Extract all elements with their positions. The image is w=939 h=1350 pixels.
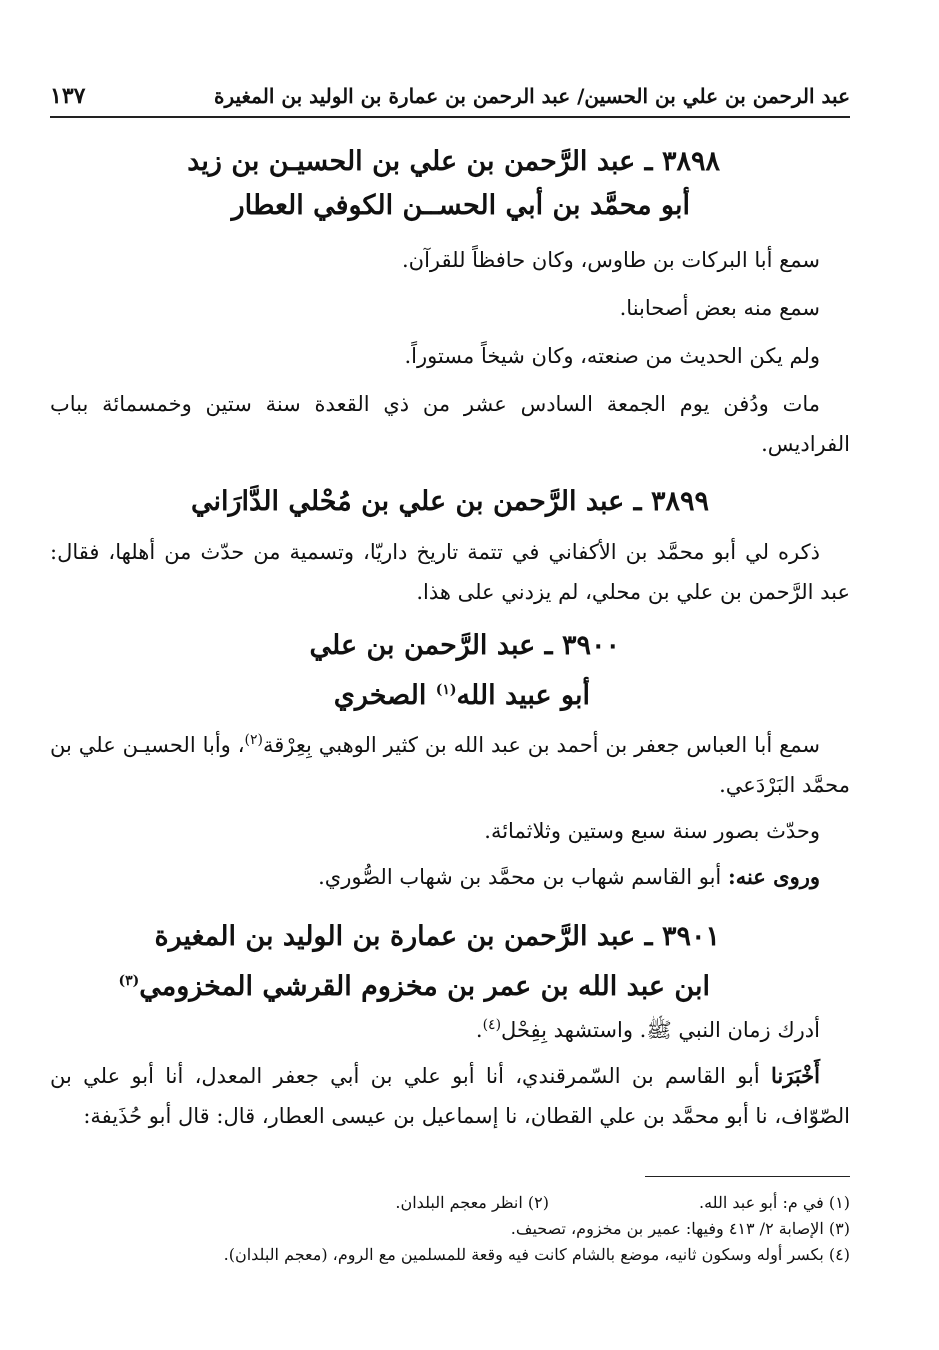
entry-3901 xyxy=(50,915,850,1009)
entry-3899 xyxy=(50,480,850,524)
subtitle-text: الصخري xyxy=(333,680,436,711)
footnote-1: (١) في م: أبو عبد الله. xyxy=(698,1193,850,1212)
paragraph-text: ، وأبا الحسيـن علي بن محمَّد البَرْدَعي. xyxy=(50,733,850,797)
footnote-row xyxy=(50,1190,850,1216)
paragraph: ذكره لي أبو محمَّد بن الأكفاني في تتمة تاريخ داريّا، وتسمية من حدّث من أهلها، فقال: عبد الرَّحمن بن علي بن محلي، لم يزدني على هذا. xyxy=(50,540,850,604)
entry-3900-body xyxy=(50,720,850,897)
entry-title: ٣٩٠١ ـ عبد الرَّحمن بن عمارة بن الوليد بن المغيرة xyxy=(154,921,720,952)
entry-subtitle xyxy=(50,959,710,1009)
paragraph: مات ودُفن يوم الجمعة السادس عشر من ذي القعدة سنة ستين وخمسمائة بباب الفراديس. xyxy=(50,392,850,456)
footnote-ref: (٤) xyxy=(482,1017,502,1033)
entry-title: ٣٨٩٨ ـ عبد الرَّحمن بن علي بن الحسيـن بن زيد xyxy=(187,146,720,177)
paragraph: وحدّث بصور سنة سبع وستين وثلاثمائة. xyxy=(484,819,820,843)
footnote-4: (٤) بكسر أوله وسكون ثانيه، موضع بالشام كانت فيه وقعة للمسلمين مع الروم، (معجم البلدان). xyxy=(223,1245,850,1264)
paragraph-text: سمع أبا العباس جعفر بن أحمد بن عبد الله بن كثير الوهبي بِعِرْقة xyxy=(262,733,820,757)
paragraph-text: أبو القاسم شهاب بن محمَّد بن شهاب الصُّوري. xyxy=(318,865,728,889)
entry-subtitle: أبو محمَّد بن أبي الحســن الكوفي العطار xyxy=(231,190,690,221)
narration-lead: وروى عنه: xyxy=(727,864,820,889)
footnote-ref: (٣) xyxy=(118,973,140,989)
entry-subtitle xyxy=(50,668,590,718)
entry-title: ٣٨٩٩ ـ عبد الرَّحمن بن علي بن مُحْلي الدَّارَاني xyxy=(190,486,710,517)
paragraph: سمع منه بعض أصحابنا. xyxy=(619,296,820,320)
entry-title: ٣٩٠٠ ـ عبد الرَّحمن بن علي xyxy=(309,630,620,661)
footnote-3: (٣) الإصابة ٢/ ٤١٣ وفيها: عمير بن مخزوم، تصحيف. xyxy=(510,1219,850,1238)
paragraph-text: أبو القاسم بن السّمرقندي، أنا أبو علي بن أبي جعفر المعدل، أنا أبو علي بن الصّوّاف، نا أبو محمَّد بن علي القطان، نا إسماعيل بن عيسى العطار، قال: قال أبو حُذَيفة: xyxy=(50,1064,850,1128)
paragraph-text: أدرك زمان النبي ﷺ. واستشهد بِفِحْل xyxy=(501,1018,820,1042)
footnote-ref: (١) xyxy=(435,682,457,698)
paragraph-text: . xyxy=(475,1018,483,1042)
narration-lead: أَخْبَرَنا xyxy=(771,1063,820,1088)
footnote-divider xyxy=(645,1176,850,1177)
entry-3900 xyxy=(50,624,850,718)
paragraph xyxy=(50,1056,850,1136)
footnote-2: (٢) انظر معجم البلدان. xyxy=(395,1193,549,1212)
entry-3901-body xyxy=(50,1005,850,1136)
entry-3898 xyxy=(50,140,850,228)
paragraph xyxy=(50,1005,820,1050)
paragraph: سمع أبا البركات بن طاوس، وكان حافظاً للقرآن. xyxy=(401,248,820,272)
subtitle-text: ابن عبد الله بن عمر بن مخزوم القرشي المخزومي xyxy=(139,971,710,1002)
entry-3898-body xyxy=(50,240,850,464)
paragraph xyxy=(50,720,850,805)
footnote-ref: (٢) xyxy=(244,732,263,748)
footnotes xyxy=(50,1190,850,1268)
running-header xyxy=(50,76,850,118)
subtitle-text: أبو عبيد الله xyxy=(456,680,590,711)
paragraph xyxy=(50,857,820,897)
page-number: ١٣٧ xyxy=(50,83,86,109)
paragraph: ولم يكن الحديث من صنعته، وكان شيخاً مستوراً. xyxy=(404,344,820,368)
running-title: عبد الرحمن بن علي بن الحسين/ عبد الرحمن بن عمارة بن الوليد بن المغيرة xyxy=(213,84,850,108)
entry-3899-body xyxy=(50,532,850,612)
page xyxy=(50,0,850,1350)
